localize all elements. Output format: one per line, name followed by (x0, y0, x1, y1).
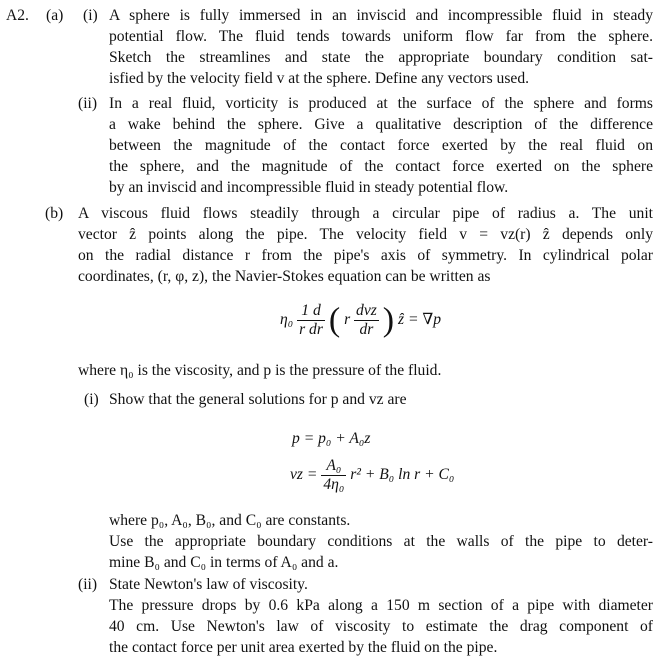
text-line: coordinates, (r, φ, z), the Navier-Stokes equation can be written as (78, 268, 491, 285)
part-b-label: (b) (45, 205, 64, 222)
eq-open-paren: ( (328, 301, 341, 339)
part-b-intro (78, 203, 653, 287)
text-line: by an inviscid and incompressible fluid in steady potential flow. (109, 179, 509, 196)
eq-frac1-num: 1 d (297, 302, 325, 321)
part-a-i-text (109, 5, 653, 89)
text-line: on the radial distance r from the pipe's axis of symmetry. In cylindrical polar (78, 247, 653, 264)
text-line: mine B₀ and C₀ in terms of A₀ and a. (109, 554, 339, 571)
eq-v-lhs: vz = (290, 466, 318, 483)
text-line: isfied by the velocity field v at the sphere. Define any vectors used. (109, 70, 530, 87)
eq-v-fraction (321, 457, 346, 494)
text-line: In a real fluid, vorticity is produced at the surface of the sphere and forms (109, 95, 653, 112)
text-line: State Newton's law of viscosity. (109, 576, 308, 593)
text-line: A viscous fluid flows steadily through a circular pipe of radius a. The unit (78, 205, 653, 222)
eq-v-rest: r² + B₀ ln r + C₀ (350, 466, 455, 483)
equation-velocity (290, 452, 454, 498)
eq-frac2-den: dr (359, 320, 374, 338)
eq-fraction-2 (354, 302, 379, 339)
text-line: The pressure drops by 0.6 kPa along a 150 m section of a pipe with diameter (109, 597, 653, 614)
part-a-ii-text (109, 93, 653, 198)
part-a-i-label: (i) (83, 7, 98, 24)
text-line: Use the appropriate boundary conditions at the walls of the pipe to deter- (109, 533, 653, 550)
part-b-i-after (109, 510, 653, 573)
text-line: the sphere, and the magnitude of the contact force exerted on the sphere (109, 158, 653, 175)
text-line: between the magnitude of the contact force exerted by the real fluid on (109, 137, 653, 154)
eq-close-paren: ) (382, 301, 395, 339)
part-b-ii-label: (ii) (78, 576, 98, 593)
where-viscosity-text: where η₀ is the viscosity, and p is the pressure of the fluid. (78, 362, 442, 379)
navier-stokes-equation: η₀ $\frac{1 d}{\text{r dr}}$ ( r $\frac{\text{dvz}}{dr}$ ) ẑ = ∇p (280, 301, 442, 339)
eq-fraction-1 (297, 302, 325, 339)
question-number: A2. (6, 7, 29, 24)
text-line: 40 cm. Use Newton's law of viscosity to estimate the drag component of (109, 618, 653, 635)
text-line: Sketch the streamlines and state the appropriate boundary condition sat- (109, 49, 653, 66)
part-a-label: (a) (46, 7, 64, 24)
text-line: A sphere is fully immersed in an inviscid and incompressible fluid in steady (109, 7, 653, 24)
text-line: the contact force per unit area exerted by the fluid on the pipe. (109, 639, 498, 656)
eq-eta: η₀ (280, 311, 294, 328)
eq-v-num: A₀ (321, 457, 346, 476)
eq-v-den: 4η₀ (323, 475, 345, 493)
text-line: potential flow. The fluid tends towards uniform flow far from the sphere. (109, 28, 653, 45)
part-b-ii-text (109, 574, 653, 658)
eq-frac1-den: r dr (299, 320, 323, 338)
eq-frac2-num: dvz (356, 301, 377, 319)
part-b-i-label: (i) (84, 391, 99, 408)
part-b-i-text: Show that the general solutions for p and vz are (109, 391, 407, 408)
text-line: vector ẑ points along the pipe. The velocity field v = vz(r) ẑ depends only (78, 226, 653, 243)
equation-pressure: p = p₀ + A₀z (292, 430, 371, 447)
text-line: where p₀, A₀, B₀, and C₀ are constants. (109, 512, 351, 529)
eq-rhs: ẑ = ∇p (397, 311, 442, 328)
text-line: a wake behind the sphere. Give a qualitative description of the difference (109, 116, 653, 133)
part-a-ii-label: (ii) (78, 95, 98, 112)
